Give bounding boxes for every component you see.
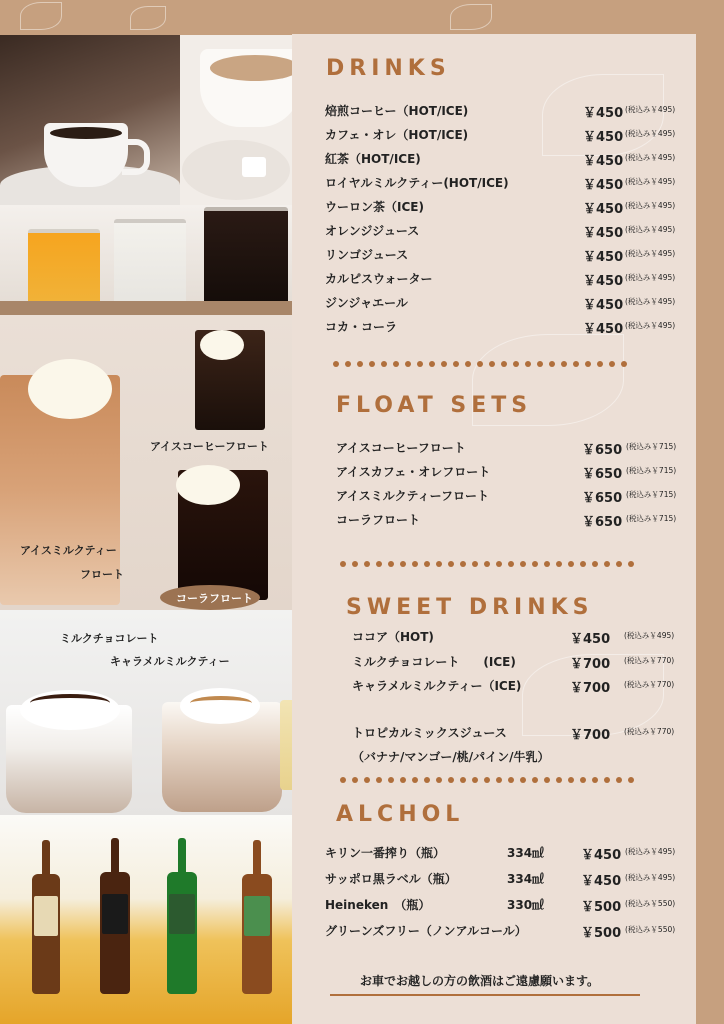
item-tax-price: (税込み￥715) xyxy=(626,466,677,475)
item-price: ￥450 xyxy=(583,298,624,313)
dot xyxy=(592,777,598,783)
item-name: カルピスウォーター xyxy=(325,272,433,286)
drinks-menu-item xyxy=(325,174,705,196)
drinks-menu-item xyxy=(325,294,705,316)
item-name: Heineken （瓶） xyxy=(325,898,431,912)
dot xyxy=(364,777,370,783)
item-name: キリン一番搾り（瓶） xyxy=(325,846,446,860)
item-price: ￥450 xyxy=(583,250,624,265)
coffee-photo xyxy=(0,35,180,205)
item-tax-price: (税込み￥770) xyxy=(624,680,675,689)
divider-dots xyxy=(340,561,634,569)
item-tax-price: (税込み￥770) xyxy=(624,727,675,736)
dot xyxy=(340,561,346,567)
greensfree-bottle xyxy=(242,874,272,994)
dot xyxy=(484,777,490,783)
item-tax-price: (税込み￥715) xyxy=(626,514,677,523)
float-menu-item xyxy=(336,463,716,485)
item-price: ￥500 xyxy=(581,926,622,941)
sweet-menu-item xyxy=(352,653,724,675)
item-name: キャラメルミルクティー（ICE) xyxy=(352,679,522,693)
dot xyxy=(508,561,514,567)
dot xyxy=(621,361,627,367)
dot xyxy=(405,361,411,367)
item-name: リンゴジュース xyxy=(325,248,409,262)
dot xyxy=(429,361,435,367)
dot xyxy=(616,777,622,783)
item-price: ￥450 xyxy=(583,154,624,169)
dot xyxy=(628,777,634,783)
dot xyxy=(537,361,543,367)
dot xyxy=(616,561,622,567)
item-price: ￥450 xyxy=(583,226,624,241)
alcohol-menu-item xyxy=(325,922,705,944)
dot xyxy=(592,561,598,567)
alcohol-title: ALCHOL xyxy=(336,802,465,827)
dot xyxy=(568,561,574,567)
dot xyxy=(376,561,382,567)
dot xyxy=(376,777,382,783)
item-tax-price: (税込み￥495) xyxy=(625,873,676,882)
item-price: ￥650 xyxy=(582,515,623,530)
dot xyxy=(604,561,610,567)
item-price: ￥450 xyxy=(583,106,624,121)
item-name: グリーンズフリー（ノンアルコール） xyxy=(325,924,527,938)
drinks-menu-item xyxy=(325,270,705,292)
drinks-menu-item xyxy=(325,150,705,172)
item-price: ￥450 xyxy=(570,632,611,647)
item-tax-price: (税込み￥495) xyxy=(625,129,676,138)
dot xyxy=(484,561,490,567)
dot xyxy=(489,361,495,367)
dot xyxy=(556,561,562,567)
drinks-menu-item xyxy=(325,222,705,244)
dot xyxy=(472,777,478,783)
dot xyxy=(340,777,346,783)
label-ice-coffee-float: アイスコーヒーフロート xyxy=(150,440,269,453)
item-name: ココア（HOT) xyxy=(352,630,434,644)
item-tax-price: (税込み￥495) xyxy=(624,631,675,640)
item-price: ￥450 xyxy=(583,322,624,337)
dot xyxy=(597,361,603,367)
float-menu-item xyxy=(336,439,716,461)
dot xyxy=(513,361,519,367)
item-volume: 330㎖ xyxy=(507,898,545,912)
item-name: コーラフロート xyxy=(336,513,421,527)
dot xyxy=(388,777,394,783)
item-name: 焙煎コーヒー（HOT/ICE) xyxy=(325,104,469,118)
dot xyxy=(424,561,430,567)
footer-underline xyxy=(330,994,640,996)
dot xyxy=(460,777,466,783)
divider-dots xyxy=(340,777,634,785)
item-price: ￥450 xyxy=(583,178,624,193)
sweet-menu-item xyxy=(352,677,724,699)
alcohol-menu-item xyxy=(325,844,705,866)
item-tax-price: (税込み￥550) xyxy=(625,925,676,934)
dot xyxy=(628,561,634,567)
dot xyxy=(561,361,567,367)
dot xyxy=(496,777,502,783)
dot xyxy=(393,361,399,367)
item-price: ￥650 xyxy=(582,467,623,482)
dot xyxy=(585,361,591,367)
float-title: FLOAT SETS xyxy=(336,393,533,418)
dot xyxy=(333,361,339,367)
item-name: アイスコーヒーフロート xyxy=(336,441,466,455)
dot xyxy=(580,777,586,783)
tropical-note: （バナナ/マンゴー/桃/パイン/牛乳） xyxy=(352,750,550,764)
item-tax-price: (税込み￥495) xyxy=(625,153,676,162)
item-tax-price: (税込み￥495) xyxy=(625,201,676,210)
dot xyxy=(412,561,418,567)
footer-note: お車でお越しの方の飲酒はご遠慮願います。 xyxy=(360,974,600,988)
dot xyxy=(501,361,507,367)
dot xyxy=(364,561,370,567)
dot xyxy=(448,777,454,783)
item-tax-price: (税込み￥715) xyxy=(626,490,677,499)
item-price: ￥650 xyxy=(582,491,623,506)
dot xyxy=(424,777,430,783)
item-volume: 334㎖ xyxy=(507,872,545,886)
float-menu-item xyxy=(336,511,716,533)
label-ice-milktea-float-2: フロート xyxy=(80,568,124,581)
dot xyxy=(352,561,358,567)
dot xyxy=(369,361,375,367)
dot xyxy=(441,361,447,367)
drinks-menu-item xyxy=(325,246,705,268)
leaf-ornament xyxy=(450,4,492,30)
dot xyxy=(381,361,387,367)
item-name: ウーロン茶（ICE) xyxy=(325,200,424,214)
dot xyxy=(388,561,394,567)
float-menu-item xyxy=(336,487,716,509)
drinks-menu-item xyxy=(325,102,705,124)
dot xyxy=(352,777,358,783)
item-price: ￥500 xyxy=(581,900,622,915)
item-name: サッポロ黒ラベル（瓶） xyxy=(325,872,457,886)
drinks-title: DRINKS xyxy=(326,56,451,81)
kirin-bottle xyxy=(32,874,60,994)
item-name: ミルクチョコレート (ICE) xyxy=(352,655,516,669)
leaf-ornament xyxy=(130,6,166,30)
item-name: カフェ・オレ（HOT/ICE) xyxy=(325,128,469,142)
item-name: 紅茶（HOT/ICE) xyxy=(325,152,421,166)
item-tax-price: (税込み￥770) xyxy=(624,656,675,665)
dot xyxy=(412,777,418,783)
item-price: ￥700 xyxy=(570,728,611,743)
dot xyxy=(604,777,610,783)
divider-dots xyxy=(333,361,627,369)
sweet-menu-item xyxy=(352,724,724,746)
sapporo-bottle xyxy=(100,872,130,994)
item-tax-price: (税込み￥495) xyxy=(625,297,676,306)
heineken-bottle xyxy=(167,872,197,994)
sweet-title: SWEET DRINKS xyxy=(346,595,594,620)
leaf-ornament xyxy=(20,2,62,30)
beer-photo xyxy=(0,815,292,1024)
item-tax-price: (税込み￥495) xyxy=(625,249,676,258)
dot xyxy=(544,561,550,567)
dot xyxy=(549,361,555,367)
label-ice-milktea-float-1: アイスミルクティー xyxy=(20,544,117,557)
drinks-menu-item xyxy=(325,198,705,220)
item-name: アイスミルクティーフロート xyxy=(336,489,490,503)
dot xyxy=(609,361,615,367)
item-name: アイスカフェ・オレフロート xyxy=(336,465,491,479)
dot xyxy=(465,361,471,367)
dot xyxy=(453,361,459,367)
drinks-menu-item xyxy=(325,126,705,148)
dot xyxy=(345,361,351,367)
dot xyxy=(417,361,423,367)
item-name: トロピカルミックスジュース xyxy=(352,726,507,740)
item-tax-price: (税込み￥715) xyxy=(626,442,677,451)
label-milk-choco: ミルクチョコレート xyxy=(60,632,159,645)
item-name: ロイヤルミルクティー(HOT/ICE) xyxy=(325,176,509,190)
dot xyxy=(400,777,406,783)
dot xyxy=(496,561,502,567)
item-volume: 334㎖ xyxy=(507,846,545,860)
item-price: ￥450 xyxy=(583,202,624,217)
dot xyxy=(568,777,574,783)
juice-glasses-photo xyxy=(0,205,292,315)
item-tax-price: (税込み￥495) xyxy=(625,225,676,234)
dot xyxy=(357,361,363,367)
sweet-menu-item xyxy=(352,628,724,650)
dot xyxy=(580,561,586,567)
dot xyxy=(520,561,526,567)
item-tax-price: (税込み￥495) xyxy=(625,105,676,114)
dot xyxy=(573,361,579,367)
item-price: ￥700 xyxy=(570,681,611,696)
dot xyxy=(472,561,478,567)
item-tax-price: (税込み￥495) xyxy=(625,273,676,282)
dot xyxy=(400,561,406,567)
dot xyxy=(520,777,526,783)
dot xyxy=(525,361,531,367)
dot xyxy=(448,561,454,567)
item-price: ￥450 xyxy=(583,274,624,289)
item-price: ￥450 xyxy=(583,130,624,145)
item-price: ￥450 xyxy=(581,874,622,889)
item-price: ￥700 xyxy=(570,657,611,672)
dot xyxy=(477,361,483,367)
item-tax-price: (税込み￥495) xyxy=(625,321,676,330)
alcohol-menu-item xyxy=(325,896,705,918)
item-tax-price: (税込み￥550) xyxy=(625,899,676,908)
item-price: ￥650 xyxy=(582,443,623,458)
dot xyxy=(436,777,442,783)
float-photo xyxy=(0,315,292,610)
label-cola-float: コーラフロート xyxy=(176,592,253,605)
dot xyxy=(544,777,550,783)
item-name: ジンジャエール xyxy=(325,296,408,310)
dot xyxy=(556,777,562,783)
item-tax-price: (税込み￥495) xyxy=(625,177,676,186)
dot xyxy=(460,561,466,567)
item-name: オレンジジュース xyxy=(325,224,420,238)
drinks-menu-item xyxy=(325,318,705,340)
dot xyxy=(508,777,514,783)
alcohol-menu-item xyxy=(325,870,705,892)
dot xyxy=(436,561,442,567)
dot xyxy=(532,777,538,783)
item-name: コカ・コーラ xyxy=(325,320,398,334)
item-tax-price: (税込み￥495) xyxy=(625,847,676,856)
milk-tea-photo xyxy=(180,35,292,205)
label-caramel-milktea: キャラメルミルクティー xyxy=(110,655,230,668)
item-price: ￥450 xyxy=(581,848,622,863)
dot xyxy=(532,561,538,567)
